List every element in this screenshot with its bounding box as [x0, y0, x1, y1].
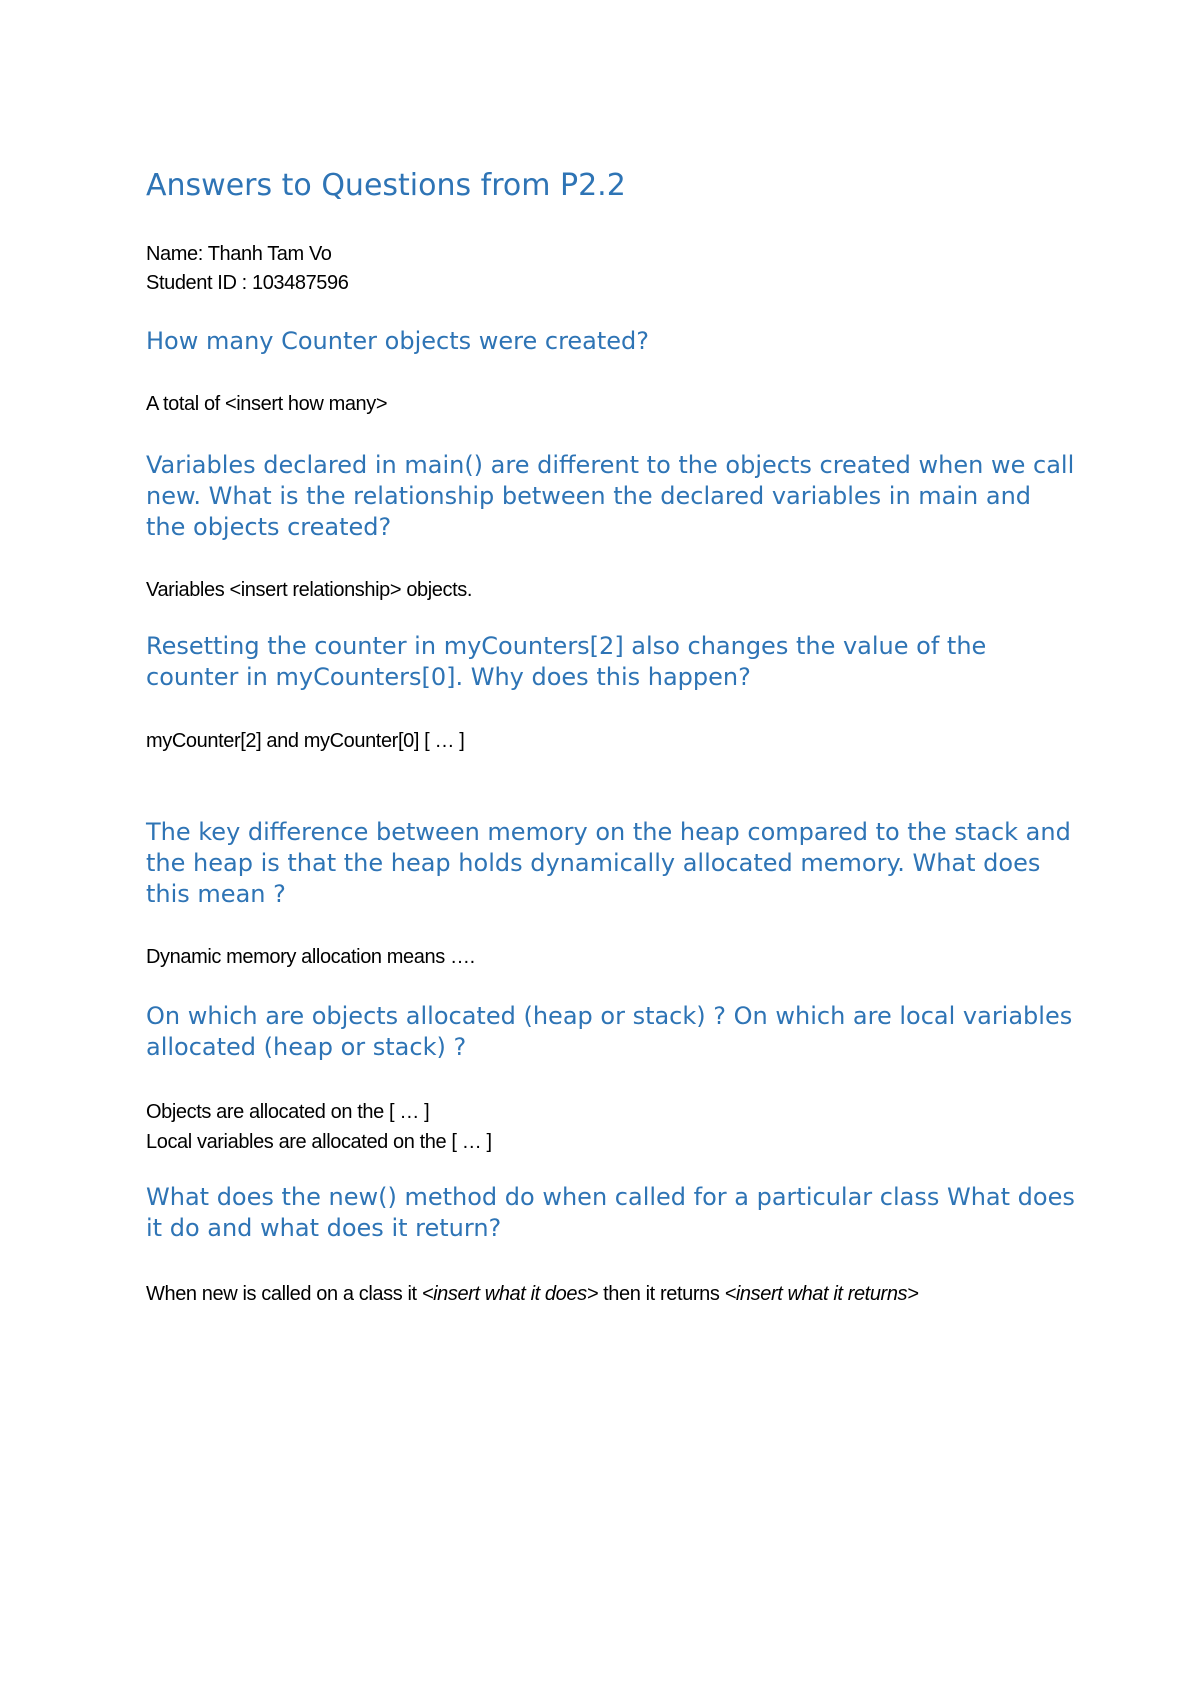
question-2: Variables declared in main() are different to the objects created when we call new. What is the relationship between the declared variables in main and the objects created?: [146, 451, 1075, 541]
answer-5a: Objects are allocated on the [ … ]: [146, 1101, 430, 1123]
student-id: Student ID : 103487596: [146, 272, 349, 294]
question-6: What does the new() method do when called for a particular class What does it do and what does it return?: [146, 1183, 1075, 1242]
document-title: Answers to Questions from P2.2: [146, 168, 626, 203]
answer-5b: Local variables are allocated on the [ … ]: [146, 1131, 492, 1153]
student-name: Name: Thanh Tam Vo: [146, 243, 332, 265]
answer-6-part1: When new is called on a class it: [146, 1283, 422, 1305]
question-1: How many Counter objects were created?: [146, 327, 650, 355]
answer-2: Variables <insert relationship> objects.: [146, 579, 473, 601]
answer-1: A total of <insert how many>: [146, 393, 388, 415]
answer-4: Dynamic memory allocation means ….: [146, 946, 475, 968]
answer-6: [146, 1279, 1076, 1310]
answer-6-placeholder-returns: <insert what it returns>: [724, 1283, 919, 1305]
question-5: On which are objects allocated (heap or stack) ? On which are local variables allocated (heap or stack) ?: [146, 1002, 1073, 1061]
answer-6-placeholder-does: <insert what it does>: [421, 1283, 598, 1305]
question-4: The key difference between memory on the heap compared to the stack and the heap is that the heap holds dynamically allocated memory. What does this mean ?: [146, 818, 1071, 908]
answer-3: myCounter[2] and myCounter[0] [ … ]: [146, 730, 465, 752]
answer-6-part3: then it returns: [597, 1283, 725, 1305]
question-3: Resetting the counter in myCounters[2] also changes the value of the counter in myCounters[0]. Why does this happen?: [146, 632, 987, 691]
